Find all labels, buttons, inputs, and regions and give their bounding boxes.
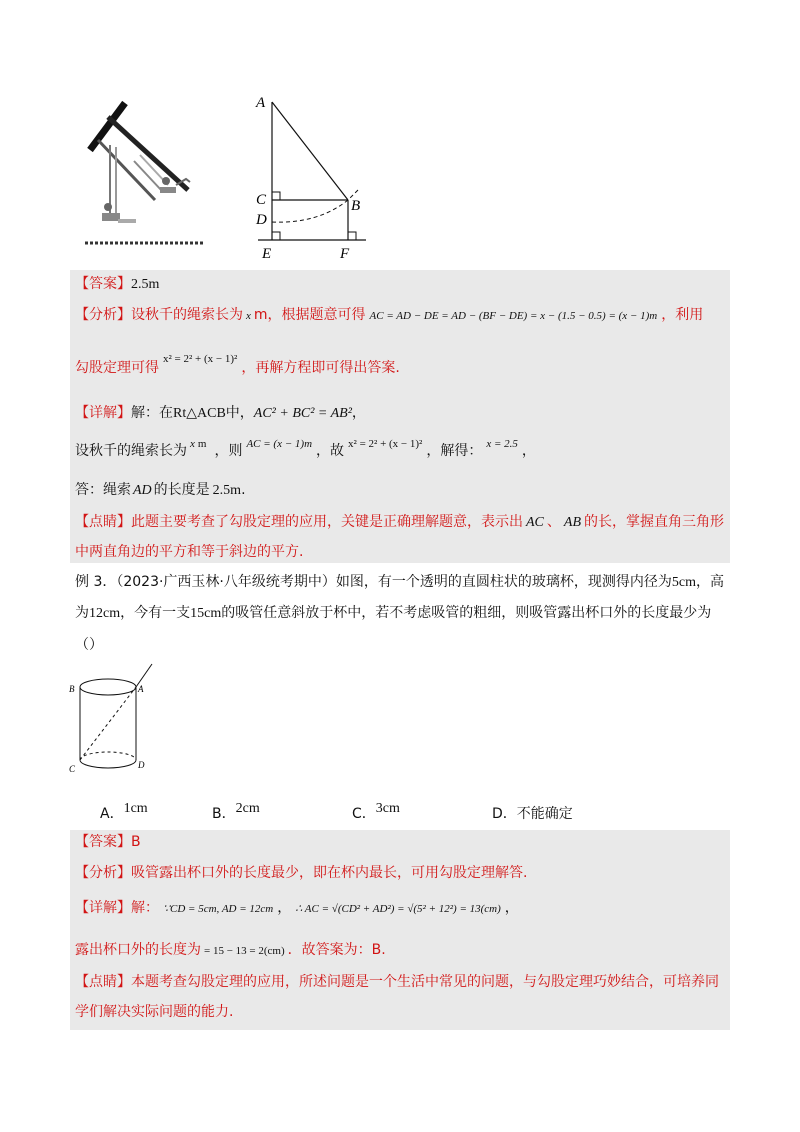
cyl-point-b: B (69, 684, 75, 694)
cyl-point-c: C (69, 764, 76, 774)
ex2-analysis-line2: 勾股定理可得$^{x^2 = 2^2 + (x - 1)^2}$，再解方程即可得出答案. (75, 353, 400, 376)
ex3-detail-line2: 露出杯口外的长度为 = 15 − 13 = 2(cm) ．故答案为：B. (75, 942, 386, 958)
ex2-analysis-equation: AC = AD − DE = AD − (BF − DE) = x − (1.5 − 0.5) = (x − 1)m (369, 310, 658, 322)
ex2-comment-line1: 【点睛】此题主要考查了勾股定理的应用，关键是正确理解题意，表示出 AC 、 AB 的长，掌握直角三角形 (75, 514, 724, 530)
ex3-comment-line1: 【点睛】本题考查勾股定理的应用，所述问题是一个生活中常见的问题，与勾股定理巧妙结合，可培养同 (75, 974, 719, 990)
swing-photo-figure (80, 95, 210, 250)
ex3-question-line1: 例 3．（2023·广西玉林·八年级统考期中）如图，有一个透明的直圆柱状的玻璃杯，现测得内径为5cm，高 (75, 574, 724, 590)
cyl-point-d: D (138, 760, 145, 770)
ex2-detail-line2: 设秋千的绳索长为 $^x$ $^m$ ，则 $^{AC = (x - 1)m}$ ，故 $^{x^2 = 2^2 + (x - 1)^2}$ ，解得： $^{x = 2.5}$ ， (75, 438, 536, 459)
ex2-detail-line1: 【详解】解：在Rt△ACB中，AC² + BC² = AB²， (75, 405, 366, 421)
option-b[interactable]: B．2cm (212, 801, 260, 822)
point-label-f: F (340, 246, 350, 262)
option-d[interactable]: D．不能确定 (492, 806, 573, 822)
ex3-analysis-line: 【分析】吸管露出杯口外的长度最少，即在杯内最长，可用勾股定理解答. (75, 865, 528, 881)
point-label-e: E (262, 246, 272, 262)
ex2-comment-line2: 中两直角边的平方和等于斜边的平方. (75, 544, 304, 560)
ex2-conclusion-line: 答：绳索 AD 的长度是 2.5m. (75, 482, 246, 498)
comment-label: 【点睛】 (75, 514, 131, 530)
ex3-comment-line2: 学们解决实际问题的能力. (75, 1004, 234, 1020)
ex2-analysis-equation2: x² = 2² + (x − 1)² (163, 353, 238, 365)
cyl-point-a: A (138, 684, 144, 694)
option-a[interactable]: A．1cm (100, 801, 148, 822)
example3-solution-block (70, 830, 730, 1030)
analysis-label: 【分析】 (75, 307, 131, 323)
ex3-answer-value: B (131, 834, 141, 850)
ex3-question-line2: 为12cm，今有一支15cm的吸管任意斜放于杯中，若不考虑吸管的粗细，则吸管露出杯口外的长度最少为 (75, 605, 712, 621)
ex3-detail-line1: 【详解】解： ∵CD = 5cm, AD = 12cm ， ∴ AC = √(CD² + AD²) = √(5² + 12²) = 13(cm) ， (75, 900, 519, 916)
geometry-figure-swing (248, 92, 378, 264)
ex2-answer-value: 2.5m (131, 277, 160, 292)
point-label-b: B (351, 198, 361, 214)
cylinder-straw-figure (66, 660, 166, 780)
ex2-analysis-line1: 【分析】设秋千的绳索长为 x m，根据题意可得 AC = AD − DE = AD − (BF − DE) = x − (1.5 − 0.5) = (x − 1)m ，利用 (75, 307, 704, 323)
answer-label: 【答案】 (75, 276, 131, 292)
ex3-question-line3: （） (75, 637, 103, 653)
option-c[interactable]: C．3cm (352, 801, 400, 822)
point-label-c: C (256, 192, 267, 208)
ex3-answer-line: 【答案】B (75, 834, 141, 850)
point-label-a: A (256, 95, 266, 111)
ex2-answer-line (75, 274, 159, 295)
point-label-d: D (256, 212, 267, 228)
detail-label: 【详解】 (75, 405, 131, 421)
